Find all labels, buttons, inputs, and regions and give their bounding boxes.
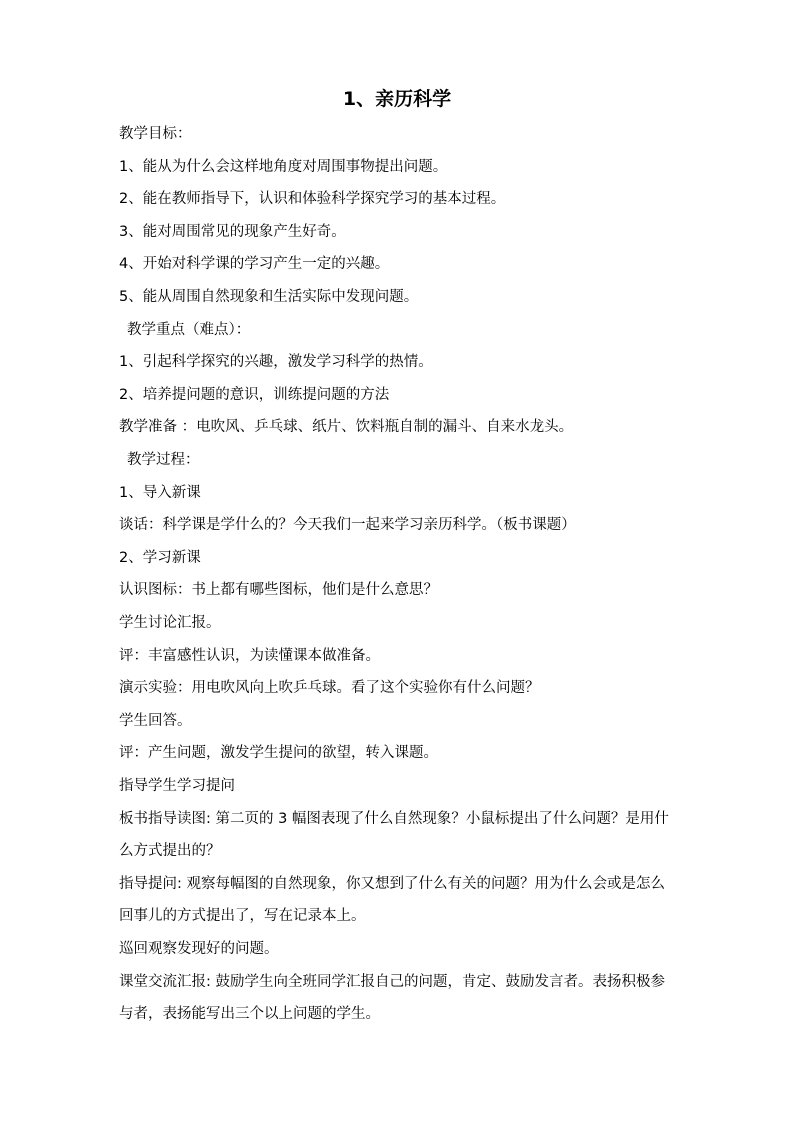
process-line: 指导学生学习提问 xyxy=(119,777,235,794)
document-title: 1、亲历科学 xyxy=(342,88,452,110)
focus-item: 1、引起科学探究的兴趣，激发学习科学的热情。 xyxy=(119,354,433,371)
objective-item: 5、能从周围自然现象和生活实际中发现问题。 xyxy=(119,288,419,305)
process-line: 学生回答。 xyxy=(119,712,192,729)
objective-item: 4、开始对科学课的学习产生一定的兴趣。 xyxy=(119,256,390,273)
board-guide-paragraph: 板书指导读图: 第二页的 3 幅图表现了什么自然现象？小鼠标提出了什么问题？是用什么方式提出的？ xyxy=(119,810,669,860)
patrol-line: 巡回观察发现好的问题。 xyxy=(119,940,279,957)
class-report-paragraph: 课堂交流汇报: 鼓励学生向全班同学汇报自己的问题，肯定、鼓励发言者。表扬积极参与者，表扬能写出三个以上问题的学生。 xyxy=(119,973,665,1023)
process-line: 演示实验：用电吹风向上吹乒乓球。看了这个实验你有什么问题？ xyxy=(119,680,540,697)
preparation-line: 教学准备 ：电吹风、乒乓球、纸片、饮料瓶自制的漏斗、自来水龙头。 xyxy=(119,419,574,436)
objective-item: 2、能在教师指导下，认识和体验科学探究学习的基本过程。 xyxy=(119,191,506,208)
focus-heading: 教学重点（难点）： xyxy=(127,321,251,338)
process-line: 1、导入新课 xyxy=(119,484,201,501)
objective-item: 3、能对周围常见的现象产生好奇。 xyxy=(119,223,346,240)
document-body xyxy=(119,124,679,1037)
process-line: 谈话：科学课是学什么的？今天我们一起来学习亲历科学。（板书课题） xyxy=(119,517,576,534)
process-line: 2、学习新课 xyxy=(119,549,201,566)
process-line: 认识图标：书上都有哪些图标，他们是什么意思？ xyxy=(119,582,438,599)
objective-item: 1、能从为什么会这样地角度对周围事物提出问题。 xyxy=(119,158,448,175)
focus-item: 2、培养提问题的意识，训练提问题的方法 xyxy=(119,386,390,403)
process-heading: 教学过程： xyxy=(127,451,200,468)
process-line: 评：产生问题，激发学生提问的欲望，转入课题。 xyxy=(119,745,438,762)
process-line: 学生讨论汇报。 xyxy=(119,614,221,631)
objectives-heading: 教学目标： xyxy=(119,126,192,142)
process-line: 评：丰富感性认识，为读懂课本做准备。 xyxy=(119,647,380,664)
guide-question-paragraph: 指导提问: 观察每幅图的自然现象，你又想到了什么有关的问题？用为什么会或是怎么回事儿的方式提出了，写在记录本上。 xyxy=(119,875,665,925)
